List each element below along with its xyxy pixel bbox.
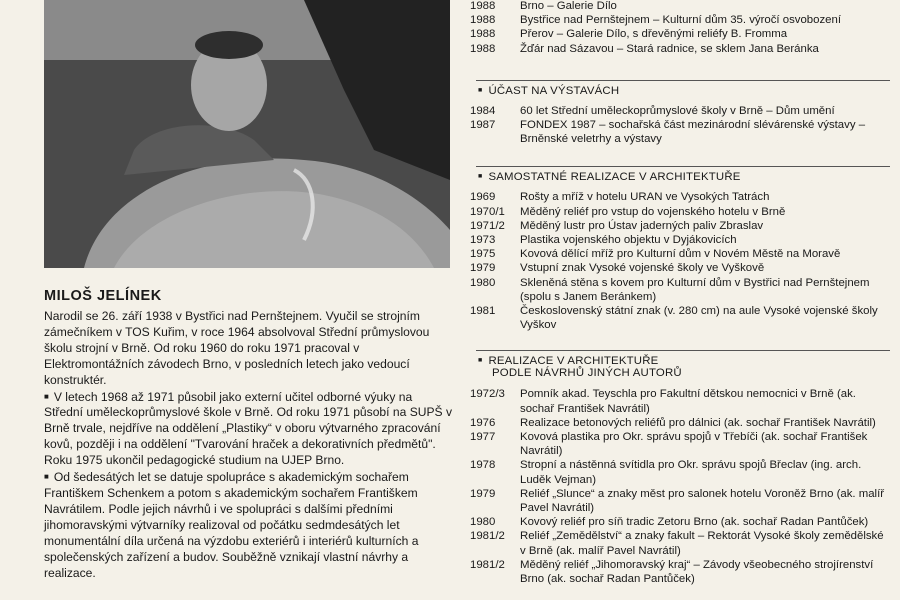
divider	[476, 166, 890, 167]
section-exhibitions	[470, 104, 890, 147]
list-item: 1984 60 let Střední uměleckoprůmyslové školy v Brně – Dům umění	[470, 104, 835, 117]
list-item: 1973 Plastika vojenského objektu v Dyjákovicích	[470, 234, 737, 247]
list-item: 1988 Brno – Galerie Dílo	[470, 0, 617, 12]
section-heading: ■ SAMOSTATNÉ REALIZACE V ARCHITEKTUŘE	[478, 171, 890, 183]
list-item: 1980 Kovový reliéf pro síň tradic Zetoru Brno (ak. sochař Radan Pantůček)	[470, 516, 869, 529]
section-subheading: PODLE NÁVRHŮ JINÝCH AUTORŮ	[492, 367, 682, 380]
portrait-photo-icon	[44, 0, 450, 268]
exhibitions-top	[470, 0, 890, 56]
section-heading: ■ REALIZACE V ARCHITEKTUŘE	[478, 355, 890, 367]
list-item: 1981 Československý státní znak (v. 280 cm) na aule Vysoké vojenské školy Vyškov	[470, 305, 878, 332]
section-own-works	[470, 190, 890, 332]
list-item: 1988 Přerov – Galerie Dílo, s dřevěnými reliéfy B. Fromma	[470, 28, 788, 41]
list-item: 1988 Žďár nad Sázavou – Stará radnice, se sklem Jana Beránka	[470, 42, 819, 55]
list-item: 1978 Stropní a nástěnná svítidla pro Okr. správu spojů Břeclav (ing. arch. Luděk Vejman)	[470, 459, 862, 486]
list-item: 1981/2 Reliéf „Zemědělství“ a znaky fakult – Rektorát Vysoké školy zemědělské v Brně (ak. malíř Pavel Navrátil)	[470, 530, 884, 557]
bio-paragraph: Narodil se 26. září 1938 v Bystřici nad Pernštejnem. Vyučil se strojním zámečníkem v TOS Kuřim, v roce 1964 absolvoval Střední průmyslovou školu strojní v Brně. Od roku 1960 do roku 1971 pracoval v Elektromontážních závodech Brno, v posledních letech jako vedoucí konstruktér.	[44, 309, 430, 387]
bio-paragraph: ■ V letech 1968 až 1971 působil jako externí učitel odborné výuky na Střední uměleckoprůmyslové škole v Brně. Od roku 1971 působí na SUPŠ v Brně trvale, nejdříve na oddělení „Plastiky“ v oboru výtvarného zpracování kovů, později i na oddělení "Tvarování hraček a dekorativních předmětů". Roku 1975 ukončil pedagogické studium na UJEP Brno.	[44, 389, 454, 470]
list-item: 1980 Skleněná stěna s kovem pro Kulturní dům v Bystřici nad Pernštejnem (spolu s Janem Beránkem)	[470, 276, 870, 303]
works-list	[470, 0, 890, 598]
artist-name: MILOŠ JELÍNEK	[44, 288, 162, 304]
list-item: 1988 Bystřice nad Pernštejnem – Kulturní dům 35. výročí osvobození	[470, 14, 841, 27]
list-item: 1981/2 Měděný reliéf „Jihomoravský kraj“ – Závody všeobecného strojírenství Brno (ak. sochař Radan Pantůček)	[470, 558, 874, 586]
biography	[44, 288, 454, 581]
list-item: 1970/1 Měděný reliéf pro vstup do vojenského hotelu v Brně	[470, 205, 786, 218]
list-item: 1977 Kovová plastika pro Okr. správu spojů v Třebíči (ak. sochař František Navrátil)	[470, 431, 868, 458]
divider	[476, 80, 890, 81]
list-item: 1987 FONDEX 1987 – sochařská část mezinárodní slévárenské výstavy – Brněnské veletrhy a výstavy	[470, 119, 866, 146]
section-heading: ■ ÚČAST NA VÝSTAVÁCH	[478, 85, 890, 97]
list-item: 1975 Kovová dělící mříž pro Kulturní dům v Novém Městě na Moravě	[470, 248, 841, 261]
bio-paragraph: ■ Od šedesátých let se datuje spolupráce s akademickým sochařem Františkem Schenkem a potom s akademickým sochařem Františkem Navrátilem. Podle jejich návrhů i ve spolupráci s dalšími předními jihomoravskými výtvarníky realizoval od počátku sedmdesátých let monumentální díla určená na výzdobu exteriérů i interiérů kulturních a společenských zařízení a budov. Souběžně vznikají vlastní návrhy a realizace.	[44, 469, 454, 581]
list-item: 1979 Reliéf „Slunce“ a znaky měst pro salonek hotelu Voroněž Brno (ak. malíř Pavel Navrátil)	[470, 487, 885, 515]
list-item: 1976 Realizace betonových reliéfů pro dálnici (ak. sochař František Navrátil)	[470, 416, 876, 429]
list-item: 1971/2 Měděný lustr pro Ústav jaderných paliv Zbraslav	[470, 219, 764, 232]
list-item: 1972/3 Pomník akad. Teyschla pro Fakultní dětskou nemocnici v Brně (ak. sochař František Navrátil)	[470, 388, 856, 415]
section-collab-works	[470, 387, 890, 586]
portrait-photo	[44, 0, 450, 268]
list-item: 1979 Vstupní znak Vysoké vojenské školy ve Vyškově	[470, 262, 765, 275]
list-item: 1969 Rošty a mříž v hotelu URAN ve Vysokých Tatrách	[470, 191, 770, 204]
divider	[476, 350, 890, 351]
